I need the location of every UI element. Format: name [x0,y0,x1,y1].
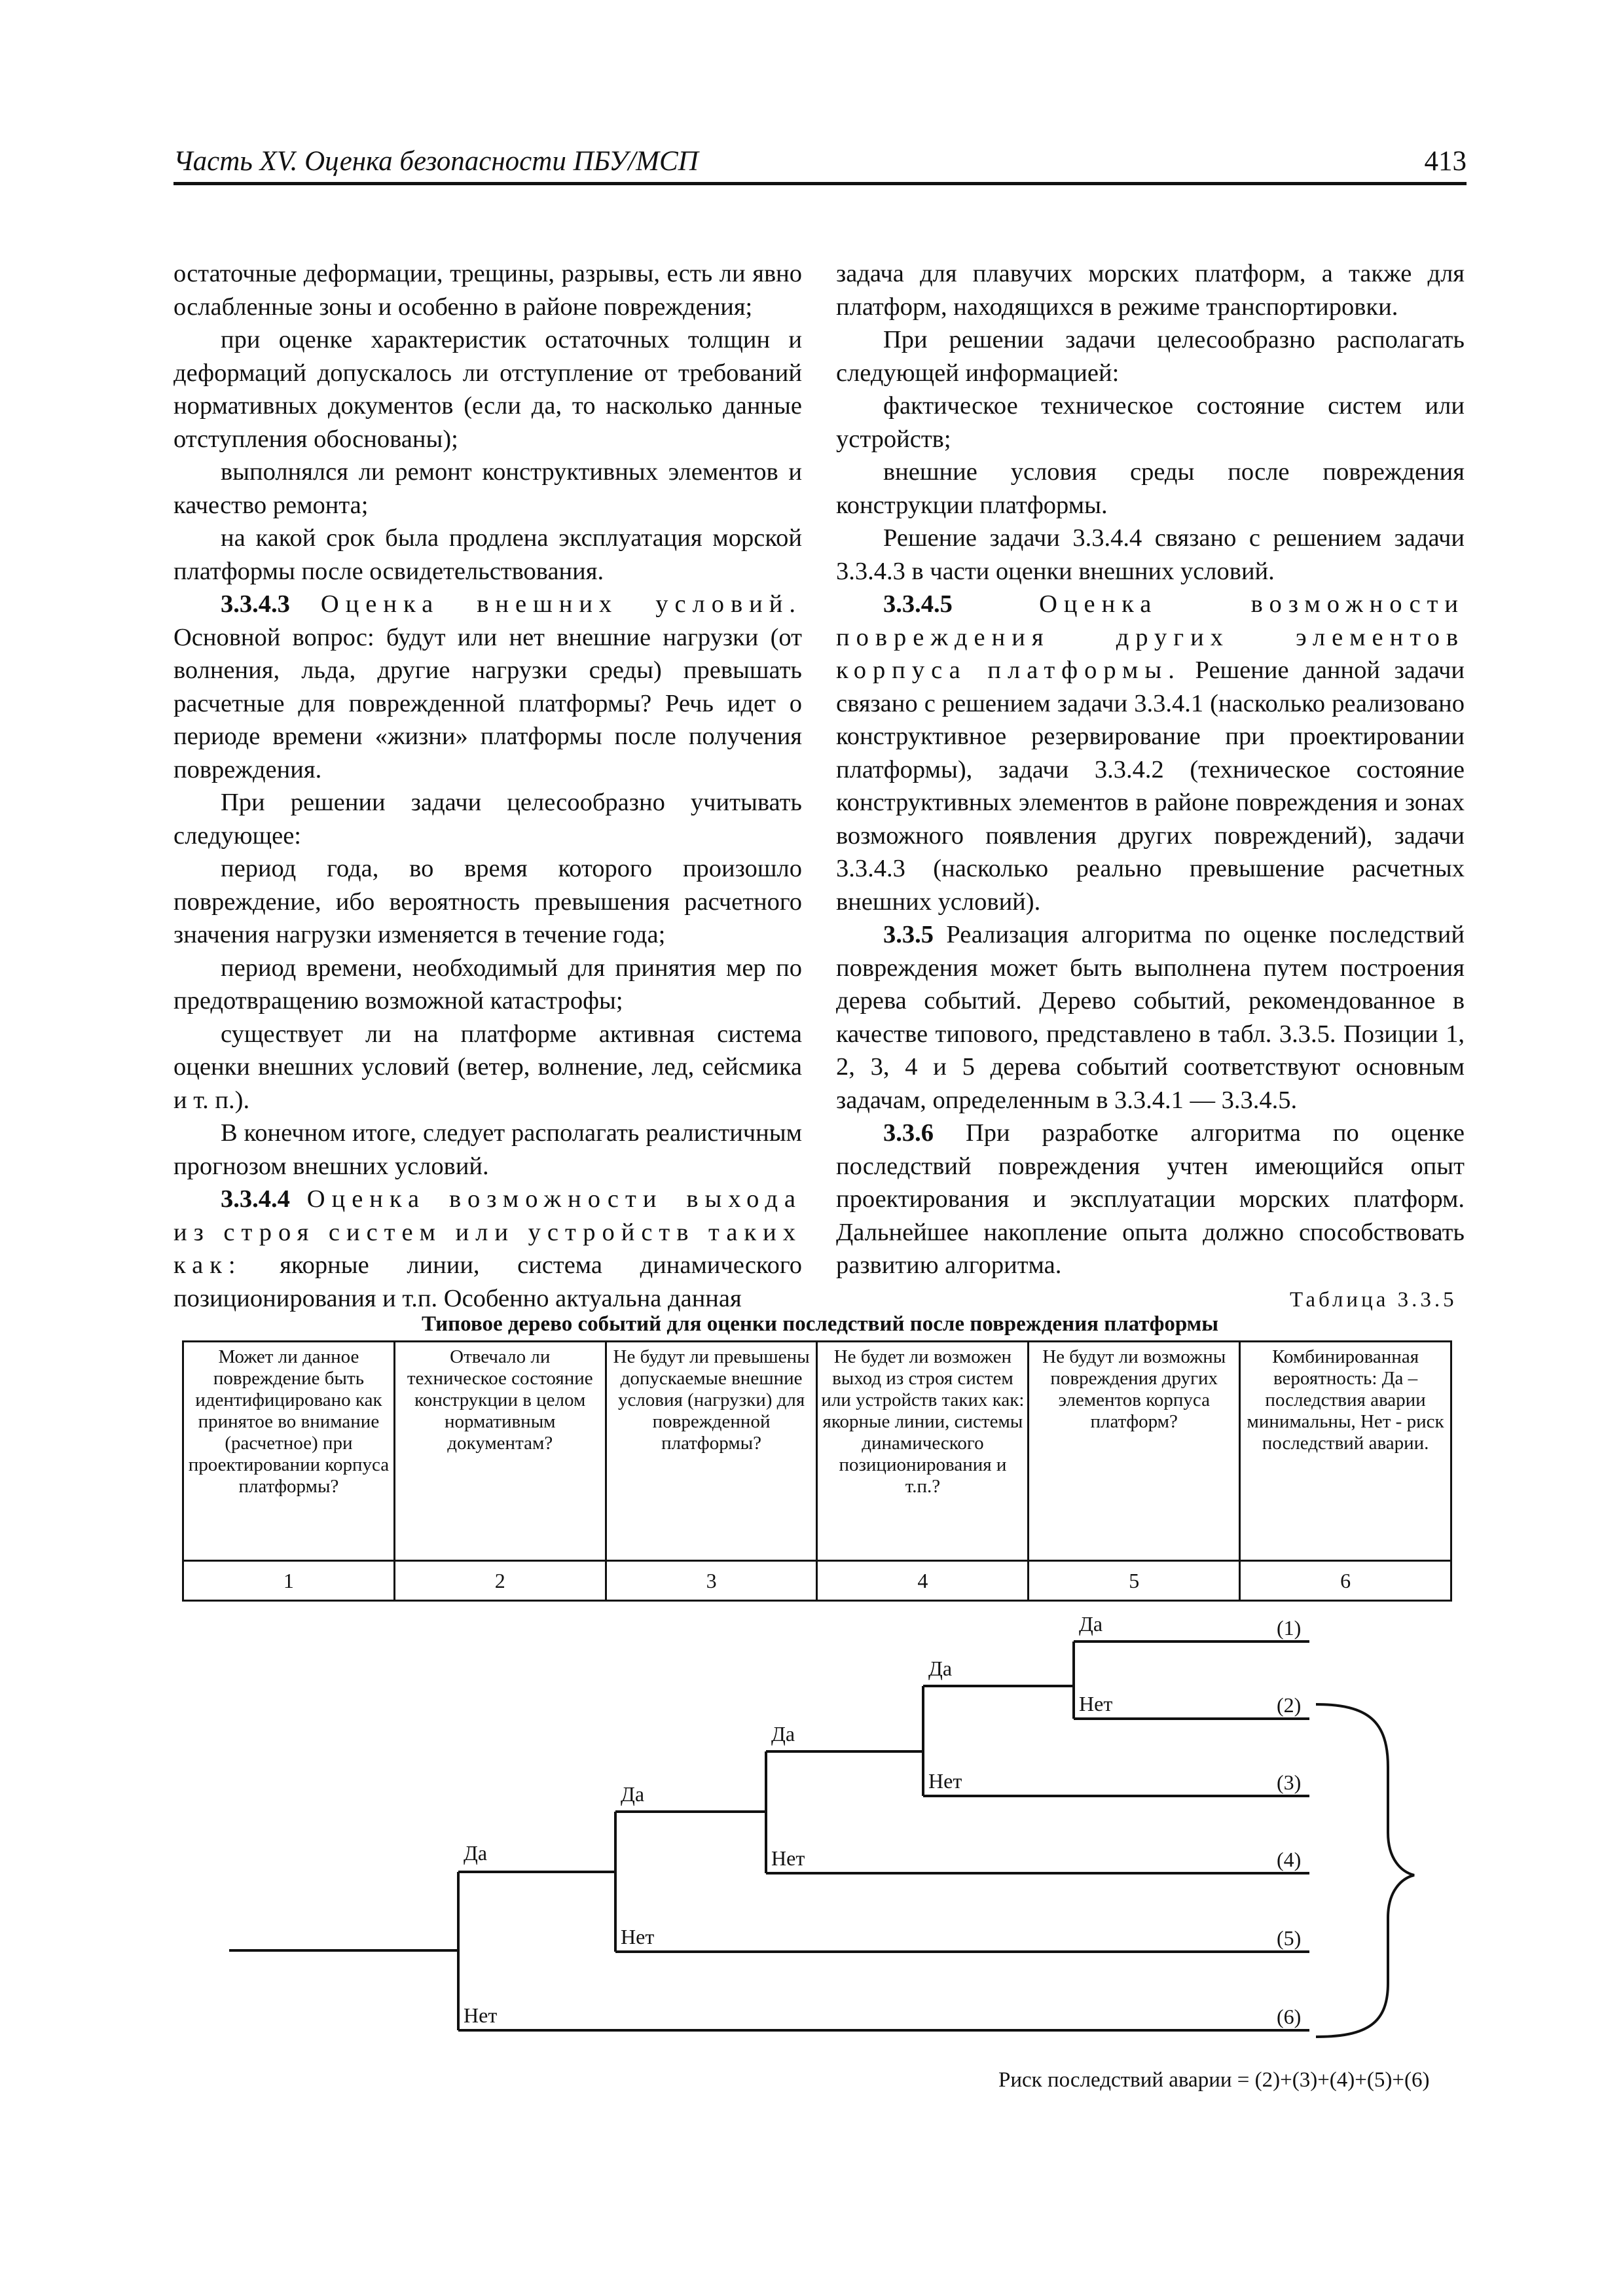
yes-label: Да [928,1657,953,1680]
section-number: 3.3.4.4 [221,1185,290,1213]
page-number: 413 [1424,146,1467,177]
outcome-label: (4) [1277,1848,1302,1871]
paragraph: фактическое техническое состояние систем или устройств; [836,392,1465,453]
column-number: 2 [394,1561,606,1601]
section-number: 3.3.4.5 [883,590,953,618]
outcome-label: (1) [1277,1616,1302,1640]
outcome-label: (2) [1277,1693,1302,1717]
paragraph: остаточные деформации, трещины, разрывы, есть ли явно ослабленные зоны и особенно в районе повреждения; [173,260,802,321]
paragraph: на какой срок была продлена эксплуатация морской платформы после освидетельствования. [173,524,802,585]
section-text: При разработке алгоритма по оценке последствий повреждения учтен имеющийся опыт проектирования и эксплуатации морских платформ. Дальнейшее накопление опыта должно способствовать развитию алгоритма. [836,1119,1465,1279]
paragraph: период года, во время которого произошло повреждение, ибо вероятность превышения расчетного значения нагрузки изменяется в течение года; [173,855,802,948]
column-number: 4 [817,1561,1029,1601]
section-title: Оценка внешних условий. [320,590,803,618]
section-title: Оценка возможности повреждения других элементов корпуса платформы. [836,590,1465,684]
column-number: 6 [1240,1561,1451,1601]
paragraph: задача для плавучих морских платформ, а также для платформ, находящихся в режиме транспортировки. [836,260,1465,321]
paragraph: При решении задачи целесообразно располагать следующей информацией: [836,326,1465,387]
column-number: 5 [1029,1561,1240,1601]
paragraph: выполнялся ли ремонт конструктивных элементов и качество ремонта; [173,458,802,519]
paragraph: внешние условия среды после повреждения конструкции платформы. [836,458,1465,519]
paragraph: Решение задачи 3.3.4.4 связано с решением задачи 3.3.4.3 в части оценки внешних условий. [836,524,1465,585]
yes-label: Да [621,1782,645,1806]
table-header-cell: Комбинированная вероятность: Да – последствия аварии минимальны, Нет - риск последствий аварии. [1240,1342,1451,1561]
no-label: Нет [621,1925,655,1948]
outcome-label: (5) [1277,1926,1302,1950]
paragraph: существует ли на платформе активная система оценки внешних условий (ветер, волнение, лед, сейсмика и т. п.). [173,1020,802,1114]
column-number: 1 [183,1561,395,1601]
table-header-cell: Отвечало ли техническое состояние конструкции в целом нормативным документам? [394,1342,606,1561]
section-text: Решение данной задачи связано с решением задачи 3.3.4.1 (насколько реализовано конструктивное резервирование при проектировании платформы), задачи 3.3.4.2 (техническое состояние конструктивных элементов в районе повреждения и зонах возможного появления других повреждений), задачи 3.3.4.3 (насколько реально превышение расчетных внешних условий). [836,656,1465,916]
outcome-label: (3) [1277,1770,1302,1794]
no-label: Нет [771,1846,805,1870]
section-text: якорные линии, система динамического позиционирования и т.п. Особенно актуальна данная [173,1251,802,1312]
yes-label: Да [1079,1612,1103,1636]
no-label: Нет [464,2003,498,2027]
yes-label: Да [464,1841,488,1865]
section-number: 3.3.6 [883,1119,934,1147]
no-label: Нет [928,1769,962,1793]
section-number: 3.3.4.3 [221,590,290,618]
table-caption: Типовое дерево событий для оценки последствий после повреждения платформы [421,1312,1219,1336]
paragraph: при оценке характеристик остаточных толщин и деформаций допускалось ли отступление от требований нормативных документов (если да, то насколько данные отступления обоснованы); [173,326,802,453]
table-header-cell: Не будет ли возможен выход из строя систем или устройств таких как: якорные линии, системы динамического позиционирования и т.п.? [817,1342,1029,1561]
table-number: Таблица 3.3.5 [1290,1288,1457,1312]
risk-formula: Риск последствий аварии = (2)+(3)+(4)+(5)+(6) [998,2068,1430,2092]
table-header-cell: Может ли данное повреждение быть идентифицировано как принятое во внимание (расчетное) при проектировании корпуса платформы? [183,1342,395,1561]
tree-labels [464,1612,1301,2028]
header-title: Часть XV. Оценка безопасности ПБУ/МСП [173,146,699,177]
section-number: 3.3.5 [883,921,934,948]
table-header-cell: Не будут ли возможны повреждения других элементов корпуса платформ? [1029,1342,1240,1561]
section-title: Оценка возможности выхода из строя систем или устройств таких как: [173,1185,802,1279]
tree-lines [229,1641,1414,2037]
paragraph: В конечном итоге, следует располагать реалистичным прогнозом внешних условий. [173,1119,802,1180]
section-text: Реализация алгоритма по оценке последствий повреждения может быть выполнена путем построения дерева событий. Дерево событий, рекомендованное в качестве типового, представлено в табл. 3.3.5. Позиции 1, 2, 3, 4 и 5 дерева событий соответствуют основным задачам, определенным в 3.3.4.1 — 3.3.4.5. [836,921,1465,1114]
no-label: Нет [1079,1692,1113,1715]
yes-label: Да [771,1722,795,1746]
paragraph: При решении задачи целесообразно учитывать следующее: [173,789,802,850]
paragraph: период времени, необходимый для принятия мер по предотвращению возможной катастрофы; [173,954,802,1014]
outcome-label: (6) [1277,2005,1302,2028]
brace [1316,1704,1414,2037]
table-header-cell: Не будут ли превышены допускаемые внешние условия (нагрузки) для поврежденной платформы? [606,1342,817,1561]
section-text: Основной вопрос: будут или нет внешние нагрузки (от волнения, льда, другие нагрузки среды) превышать расчетные для поврежденной платформы? Речь идет о периоде времени «жизни» платформы после получения повреждения. [173,623,802,783]
column-number: 3 [606,1561,817,1601]
